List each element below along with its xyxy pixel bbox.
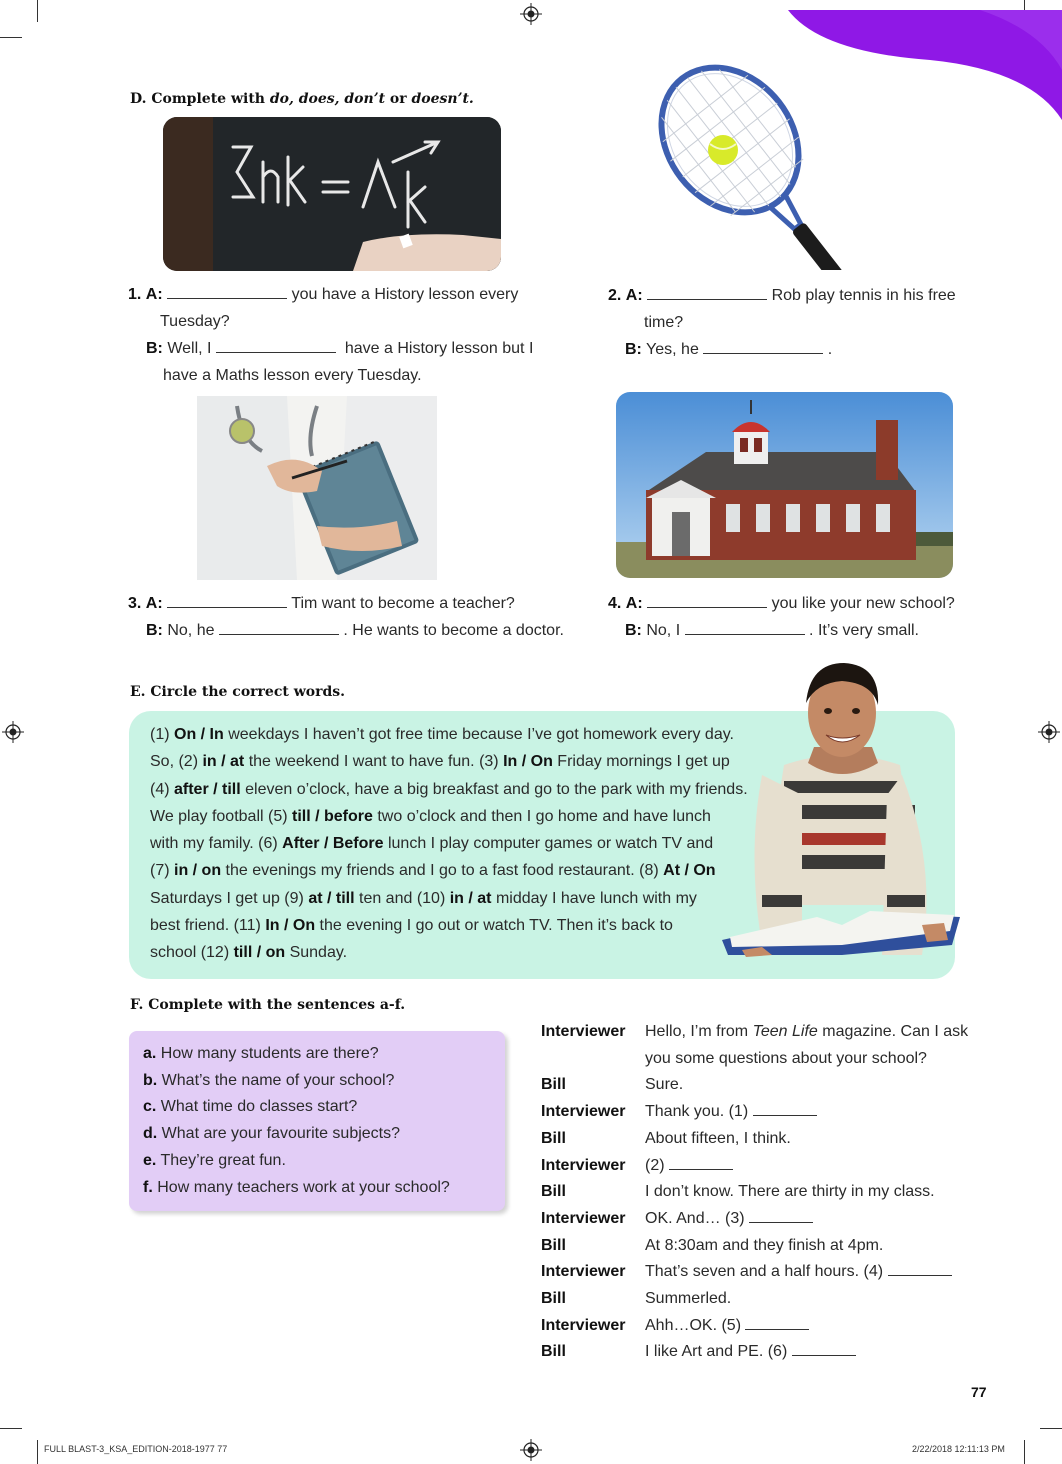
speaker-name: Bill — [541, 1129, 566, 1147]
registration-mark-icon — [2, 721, 24, 743]
speaker-b-label: B: — [146, 340, 163, 357]
word-choice[interactable]: In / On — [503, 753, 553, 771]
dialogue-row — [541, 1153, 985, 1180]
dialogue-row — [541, 1072, 985, 1099]
item-number: 2. — [608, 287, 622, 304]
answer-blank[interactable] — [669, 1155, 733, 1170]
answer-blank[interactable] — [219, 620, 339, 635]
answer-blank[interactable] — [792, 1341, 856, 1356]
option-c: c. What time do classes start? — [143, 1098, 358, 1116]
dialogue-row — [541, 1206, 985, 1233]
dialogue-line: I don’t know. There are thirty in my class. — [645, 1183, 935, 1201]
item-text: Tuesday? — [160, 313, 230, 330]
word-choice[interactable]: at / till — [308, 889, 355, 907]
footer-timestamp: 2/22/2018 12:11:13 PM — [912, 1444, 1005, 1454]
speaker-name: Bill — [541, 1343, 566, 1361]
dialogue-line: That’s seven and a half hours. (4) — [645, 1259, 985, 1286]
chalkboard-photo — [163, 117, 501, 271]
speaker-a-label: A: — [145, 286, 163, 303]
speaker-name: Interviewer — [541, 1103, 626, 1121]
item-text: have a Maths lesson every Tuesday. — [163, 367, 422, 384]
speaker-name — [541, 1046, 645, 1073]
text-line: school (12) till / on Sunday. — [150, 944, 348, 962]
dialogue-row — [541, 1313, 985, 1340]
dialogue-line: Hello, I’m from Teen Life magazine. Can I ask — [645, 1023, 969, 1040]
speaker-name: Bill — [541, 1076, 566, 1094]
text-line: We play football (5) till / before two o’clock and then I go home and have lunch — [150, 807, 711, 825]
page-number: 77 — [971, 1384, 987, 1400]
footer-file-info: FULL BLAST-3_KSA_EDITION-2018-1977 77 — [44, 1444, 228, 1454]
section-e-heading: E. Circle the correct words. — [130, 684, 346, 700]
dialogue-line: (2) — [645, 1153, 985, 1180]
option-e: e. They’re great fun. — [143, 1151, 286, 1169]
school-building-photo — [616, 392, 953, 578]
tennis-racket-image — [640, 60, 880, 270]
word-choice[interactable]: in / on — [174, 862, 222, 880]
word-choice[interactable]: in / at — [202, 753, 245, 771]
exercise-item-3: 3. A: Tim want to become a teacher? B: No, he . He wants to become a doctor. — [128, 595, 564, 639]
item-text: you have a History lesson every — [291, 286, 519, 303]
word-choice[interactable]: On / In — [174, 726, 224, 743]
dialogue-line: Summerled. — [645, 1290, 732, 1308]
speaker-name: Interviewer — [541, 1156, 626, 1174]
dialogue-line: OK. And… (3) — [645, 1206, 985, 1233]
section-f-heading: F. Complete with the sentences a-f. — [130, 997, 406, 1013]
dialogue-line: At 8:30am and they finish at 4pm. — [645, 1236, 884, 1254]
answer-blank[interactable] — [647, 285, 767, 300]
speaker-name: Bill — [541, 1236, 566, 1254]
answer-blank[interactable] — [888, 1261, 952, 1276]
speaker-b-label: B: — [625, 622, 642, 639]
exercise-item-1: 1. A: you have a History lesson every Tuesday? B: Well, I have a History lesson but I have a Maths lesson every Tuesday. — [128, 281, 568, 389]
speaker-name: Interviewer — [541, 1263, 626, 1281]
word-choice[interactable]: After / Before — [282, 835, 384, 853]
option-f: f. How many teachers work at your school? — [143, 1178, 450, 1196]
speaker-a-label: A: — [145, 595, 163, 612]
answer-blank[interactable] — [703, 339, 823, 354]
dialogue-row — [541, 1099, 985, 1126]
dialogue-line: Sure. — [645, 1076, 684, 1094]
speaker-a-label: A: — [625, 595, 643, 612]
item-text: time? — [644, 314, 684, 331]
word-choice[interactable]: in / at — [449, 889, 492, 907]
registration-mark-icon — [520, 3, 542, 25]
crop-mark — [0, 37, 22, 38]
registration-mark-icon — [520, 1439, 542, 1461]
dialogue-row — [541, 1259, 985, 1286]
text-line: (4) after / till eleven o’clock, have a big breakfast and go to the park with my friends. — [150, 780, 748, 798]
dialogue-row — [541, 1286, 985, 1313]
crop-mark — [1040, 1428, 1062, 1429]
speaker-b-label: B: — [146, 622, 163, 639]
dialogue-line: Ahh…OK. (5) — [645, 1313, 985, 1340]
text-line: (7) in / on the evenings my friends and I go to a fast food restaurant. (8) At / On — [150, 862, 716, 880]
answer-blank[interactable] — [167, 593, 287, 608]
speaker-name: Interviewer — [541, 1023, 626, 1040]
answer-blank[interactable] — [749, 1208, 813, 1223]
circle-words-text — [150, 721, 790, 967]
word-choice[interactable]: till / on — [233, 944, 286, 962]
speaker-name: Bill — [541, 1183, 566, 1201]
dialogue-row — [541, 1126, 985, 1153]
interview-dialogue — [541, 1019, 985, 1366]
item-text: Tim want to become a teacher? — [291, 595, 515, 612]
answer-blank[interactable] — [745, 1315, 809, 1330]
answer-blank[interactable] — [167, 284, 287, 299]
registration-mark-icon — [1038, 721, 1060, 743]
answer-blank[interactable] — [685, 620, 805, 635]
crop-mark — [37, 0, 38, 22]
dialogue-row — [541, 1046, 985, 1073]
word-choice[interactable]: after / till — [174, 780, 241, 798]
speaker-name: Interviewer — [541, 1209, 626, 1227]
doctor-notebook-photo — [197, 396, 437, 580]
student-with-book-image — [722, 655, 962, 983]
text-line: best friend. (11) In / On the evening I go out or watch TV. Then it’s back to — [150, 917, 673, 935]
crop-mark — [1024, 1440, 1025, 1464]
dialogue-line: Thank you. (1) — [645, 1099, 985, 1126]
exercise-item-4: 4. A: you like your new school? B: No, I . It’s very small. — [608, 595, 955, 639]
item-text: Rob play tennis in his free — [771, 287, 956, 304]
exercise-item-2: 2. A: Rob play tennis in his free time? B: Yes, he . — [608, 282, 1028, 363]
speaker-name: Bill — [541, 1290, 566, 1308]
dialogue-row — [541, 1019, 985, 1046]
word-choice[interactable]: At / On — [663, 862, 716, 880]
item-number: 4. — [608, 595, 622, 612]
word-choice[interactable]: In / On — [265, 917, 316, 935]
speaker-name: Interviewer — [541, 1316, 626, 1334]
dialogue-row — [541, 1233, 985, 1260]
text-line: with my family. (6) After / Before lunch I play computer games or watch TV and — [150, 835, 714, 853]
crop-mark — [0, 1428, 22, 1429]
dialogue-row — [541, 1179, 985, 1206]
text-line: So, (2) in / at the weekend I want to have fun. (3) In / On Friday mornings I get up — [150, 753, 730, 771]
answer-blank[interactable] — [647, 593, 767, 608]
dialogue-line: About fifteen, I think. — [645, 1129, 791, 1147]
option-b: b. What’s the name of your school? — [143, 1071, 395, 1089]
section-d-heading: D. Complete with do, does, don’t or doesn’t. — [130, 91, 474, 107]
dialogue-line: I like Art and PE. (6) — [645, 1339, 985, 1366]
crop-mark — [37, 1440, 38, 1464]
speaker-a-label: A: — [625, 287, 643, 304]
option-a: a. How many students are there? — [143, 1045, 379, 1062]
item-number: 1. — [128, 286, 142, 303]
text-line: Saturdays I get up (9) at / till ten and (10) in / at midday I have lunch with my — [150, 889, 697, 907]
speaker-b-label: B: — [625, 341, 642, 358]
answer-blank[interactable] — [216, 338, 336, 353]
word-choice[interactable]: till / before — [292, 807, 373, 825]
options-list — [143, 1041, 450, 1201]
text-line: (1) On / In weekdays I haven’t got free time because I’ve got homework every day. — [150, 726, 734, 743]
dialogue-line: you some questions about your school? — [645, 1049, 927, 1067]
option-d: d. What are your favourite subjects? — [143, 1125, 401, 1143]
item-number: 3. — [128, 595, 142, 612]
dialogue-row — [541, 1339, 985, 1366]
answer-blank[interactable] — [753, 1101, 817, 1116]
item-text: you like your new school? — [771, 595, 955, 612]
